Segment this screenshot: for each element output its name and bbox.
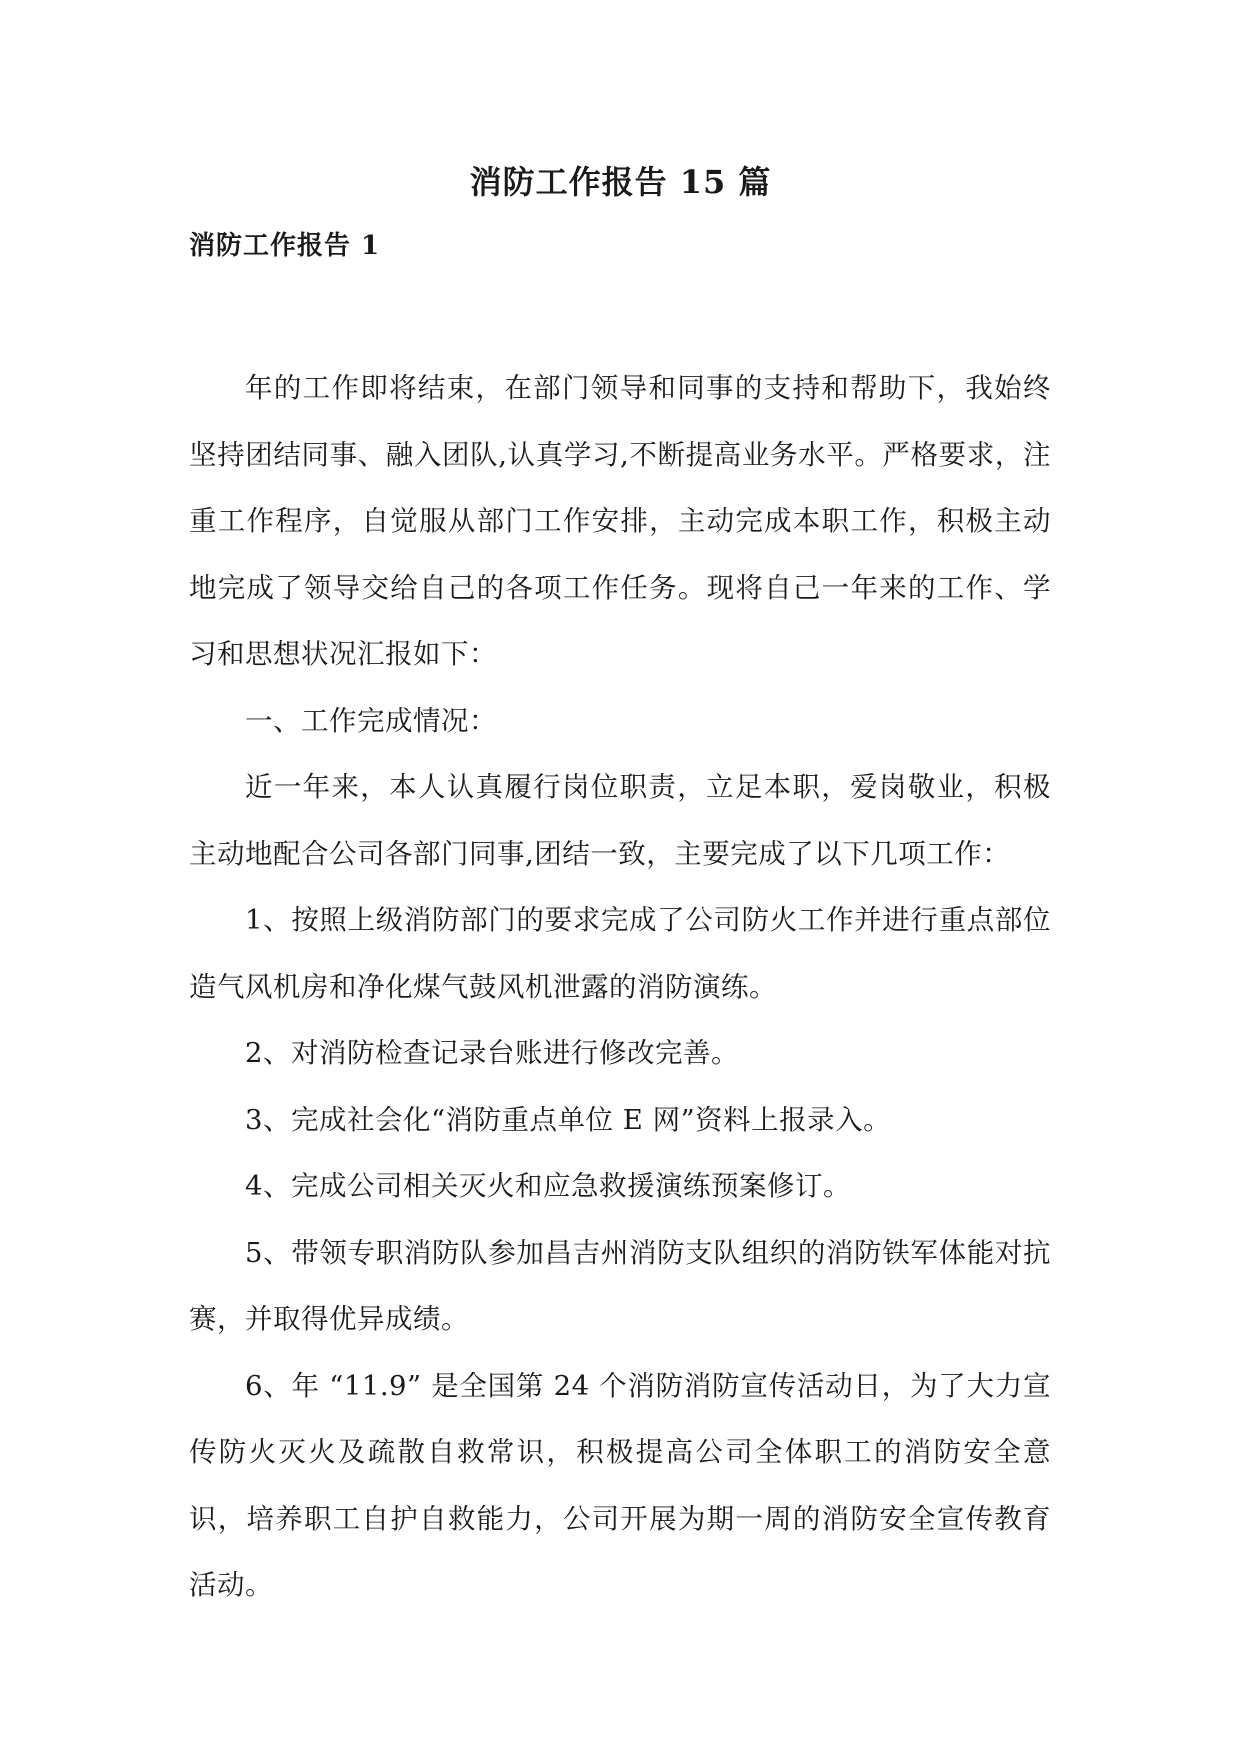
list-item: 4、完成公司相关灭火和应急救援演练预案修订。 [245,1170,851,1202]
intro-paragraph: 年的工作即将结束，在部门领导和同事的支持和帮助下，我始终坚持团结同事、融入团队,认真学习,不断提高业务水平。严格要求，注重工作程序，自觉服从部门工作安排，主动完成本职工作，积极主动地完成了领导交给自己的各项工作任务。现将自己一年来的工作、学习和思想状况汇报如下： [189,372,1051,670]
list-item: 2、对消防检查记录台账进行修改完善。 [245,1037,739,1069]
section-heading: 消防工作报告 1 [189,231,381,261]
document-body [189,355,1051,1619]
list-item: 5、带领专职消防队参加昌吉州消防支队组织的消防铁军体能对抗赛，并取得优异成绩。 [189,1236,1051,1335]
heading-work-completion: 一、工作完成情况： [245,704,497,737]
document-title: 消防工作报告 15 篇 [469,163,772,201]
list-item: 3、完成社会化“消防重点单位 E 网”资料上报录入。 [245,1103,892,1136]
summary-paragraph: 近一年来，本人认真履行岗位职责，立足本职，爱岗敬业，积极主动地配合公司各部门同事,团结一致，主要完成了以下几项工作： [189,771,1051,870]
list-item: 1、按照上级消防部门的要求完成了公司防火工作并进行重点部位造气风机房和净化煤气鼓风机泄露的消防演练。 [189,904,1051,1003]
list-item: 6、年 “11.9” 是全国第 24 个消防消防宣传活动日，为了大力宣传防火灭火及疏散自救常识，积极提高公司全体职工的消防安全意识，培养职工自护自救能力，公司开展为期一周的消防安全宣传教育活动。 [189,1369,1051,1601]
